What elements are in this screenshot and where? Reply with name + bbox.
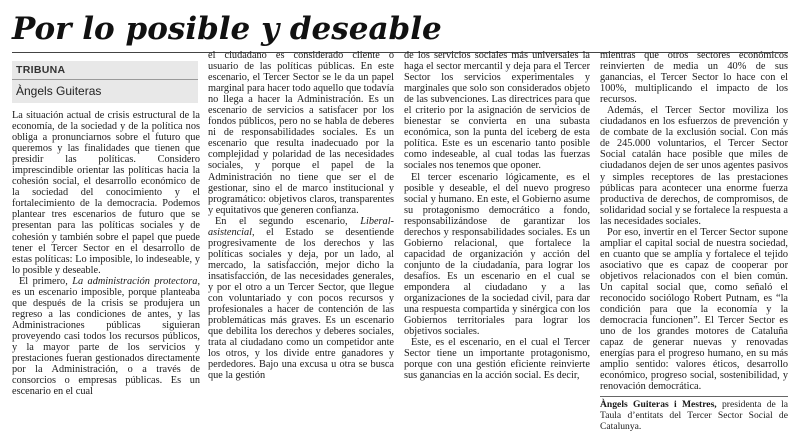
paragraph: [12, 110, 200, 276]
paragraph: [600, 105, 788, 227]
text-run: La situación actual de crisis estructural de la economía, de la sociedad y de la política nos obliga a pronunciarnos sobre el futuro que queremos y las finalidades que tienen que presidir las políticas. Considero imprescindible orientar las políticas hacia la cohesión social, el desarrollo económico de la sociedad del conocimiento y el fortalecimiento de la democracia. Podemos plantear tres escenarios de futuro que se presentan para las políticas sociales y de cohesión y también sobre el papel que puede tener el Tercer Sector en el desarrollo de estas políticas: Lo imposible, lo indeseable, y lo posible y deseable.: [12, 110, 200, 276]
paragraph: [404, 337, 590, 381]
text-run: En el segundo escenario,: [215, 215, 361, 227]
text-run: , es un escenario imposible, porque planteaba que después de la crisis se produjera un regreso a las condiciones de antes, y las Administraciones públicas siguieran proveyendo casi todos los recursos públicos, y la mayor parte de los servicios y prestaciones fueran gestionados directamente por la Administración, o a través de consorcios o empresas públicas. Es un escenario en el cual: [12, 275, 201, 398]
paragraph: [12, 276, 200, 398]
signature-name: Àngels Guiteras i Mestres,: [600, 399, 717, 411]
column-4-paragraphs: [600, 50, 788, 392]
text-run: El primero,: [19, 275, 73, 287]
section-divider: [12, 79, 198, 80]
text-column-4: [600, 50, 788, 432]
text-run: Además, el Tercer Sector moviliza los ciudadanos en los esfuerzos de prevención y de combate de la exclusión social. Con más de 245.000 voluntarios, el Tercer Sector Social catalán hace posible que miles de ciudadanos dejen de ser unos agentes pasivos y simples receptores de las prestaciones públicas para acontecer una enorme fuerza productiva de derechos, de compromisos, de solidaridad social y se fortalece la respuesta a las necesidades sociales.: [600, 105, 788, 227]
signature-rule: [600, 396, 788, 397]
signature: [600, 400, 788, 432]
text-run: , el Estado se desentiende progresivamente de los derechos y las políticas sociales y deja, por un lado, al mercado, la satisfacción, mejor dicho la insatisfacción, de las necesidades generales, y por el otro a un Tercer Sector, que llegue con voluntariado y con pocos recursos y profesionales a hacer de contención de las problemáticas más graves. Es un escenario que debilita los derechos y deberes sociales, trata al ciudadano como un competidor ante los otros, y los divide entre ganadores y perdedores. Bajo una excusa u otra se busca que la gestión: [208, 226, 394, 382]
italic-phrase: Liberal-asistencial: [208, 215, 394, 238]
headline: Por lo posible y deseable: [12, 11, 442, 47]
text-column-2: [208, 50, 394, 400]
text-run: Este, es el escenario, en el cual el Tercer Sector tiene un importante protagonismo, porque con una gestión eficiente reinvierte sus ganancias en la acción social. Es decir,: [404, 337, 590, 382]
paragraph: [208, 216, 394, 382]
paragraph: [600, 227, 788, 393]
text-run: el ciudadano es considerado cliente o usuario de las políticas públicas. En este escenario, el Tercer Sector se le da un papel marginal para hacer todo aquello que todavía no llega a hacer la Administración. Es un escenario de servicios a satisfacer por los fondos públicos, pero no se habla de deberes ni de responsabilidades sociales. Es un escenario que resulta inadecuado por la complejidad y polaridad de las necesidades sociales, y porque el papel de la Administración no tiene que ser el de gestionar, sino el de marco institucional y programático: objetivos claros, transparentes y equitativos que generen confianza.: [208, 50, 394, 216]
text-run: Por eso, invertir en el Tercer Sector supone ampliar el capital social de nuestra sociedad, en cuanto que se amplía y fortalece el tejido asociativo que es capaz de cooperar por objetivos relacionados con el bien común. Un capital social que, como señaló el reconocido sociólogo Robert Putnam, es “la condición para que la economía y la democracia funcionen”. El Tercer Sector es uno de los grandes motores de Cataluña capaz de generar nuevas y renovadas energías para el progreso humano, en su más amplio sentido: valores éticos, desarrollo económico, progreso social, sostenibilidad, y renovación democrática.: [600, 226, 788, 393]
text-column-1: [12, 110, 200, 400]
paragraph: [404, 172, 590, 338]
signature-role: presidenta de la Taula d’entitats del Tercer Sector Social de Catalunya.: [600, 399, 788, 432]
text-column-3: [404, 50, 590, 400]
section-box: [12, 61, 198, 103]
paragraph: [404, 50, 590, 172]
italic-phrase: La administración protectora: [72, 275, 198, 287]
paragraph: [208, 50, 394, 216]
text-run: de los servicios sociales más universales la haga el sector mercantil y deja para el Tercer Sector los servicios experimentales y marginales que solo son considerados objeto de las subvenciones. Las directrices para que el criterio por la asignación de servicios de bienestar se convierta en una subasta económica, son la punta del iceberg de esta política. Este es un escenario tanto posible como indeseable, al cual todas las fuerzas sociales nos tenemos que oponer.: [404, 50, 590, 172]
section-label: TRIBUNA: [16, 64, 66, 76]
author-name: Àngels Guiteras: [16, 84, 102, 98]
text-run: mientras que otros sectores económicos reinvierten de media un 40% de sus ganancias, el Tercer Sector lo hace con el 100%, multiplicando el impacto de los recursos.: [600, 50, 788, 106]
text-run: El tercer escenario lógicamente, es el posible y deseable, el del nuevo progreso social y humano. En este, el Gobierno asume su protagonismo democrático a fondo, responsabilizándose de garantizar los derechos y responsabilidades sociales. Es un Gobierno relacional, que fortalece la capacidad de organización y acción del conjunto de la ciudadanía, para lograr los desafíos. Es un escenario en el cual se empondera al ciudadano y a las organizaciones de la sociedad civil, para dar una respuesta compartida y sinérgica con los Gobiernos territoriales para lograr los objetivos sociales.: [404, 171, 590, 338]
paragraph: [600, 50, 788, 105]
